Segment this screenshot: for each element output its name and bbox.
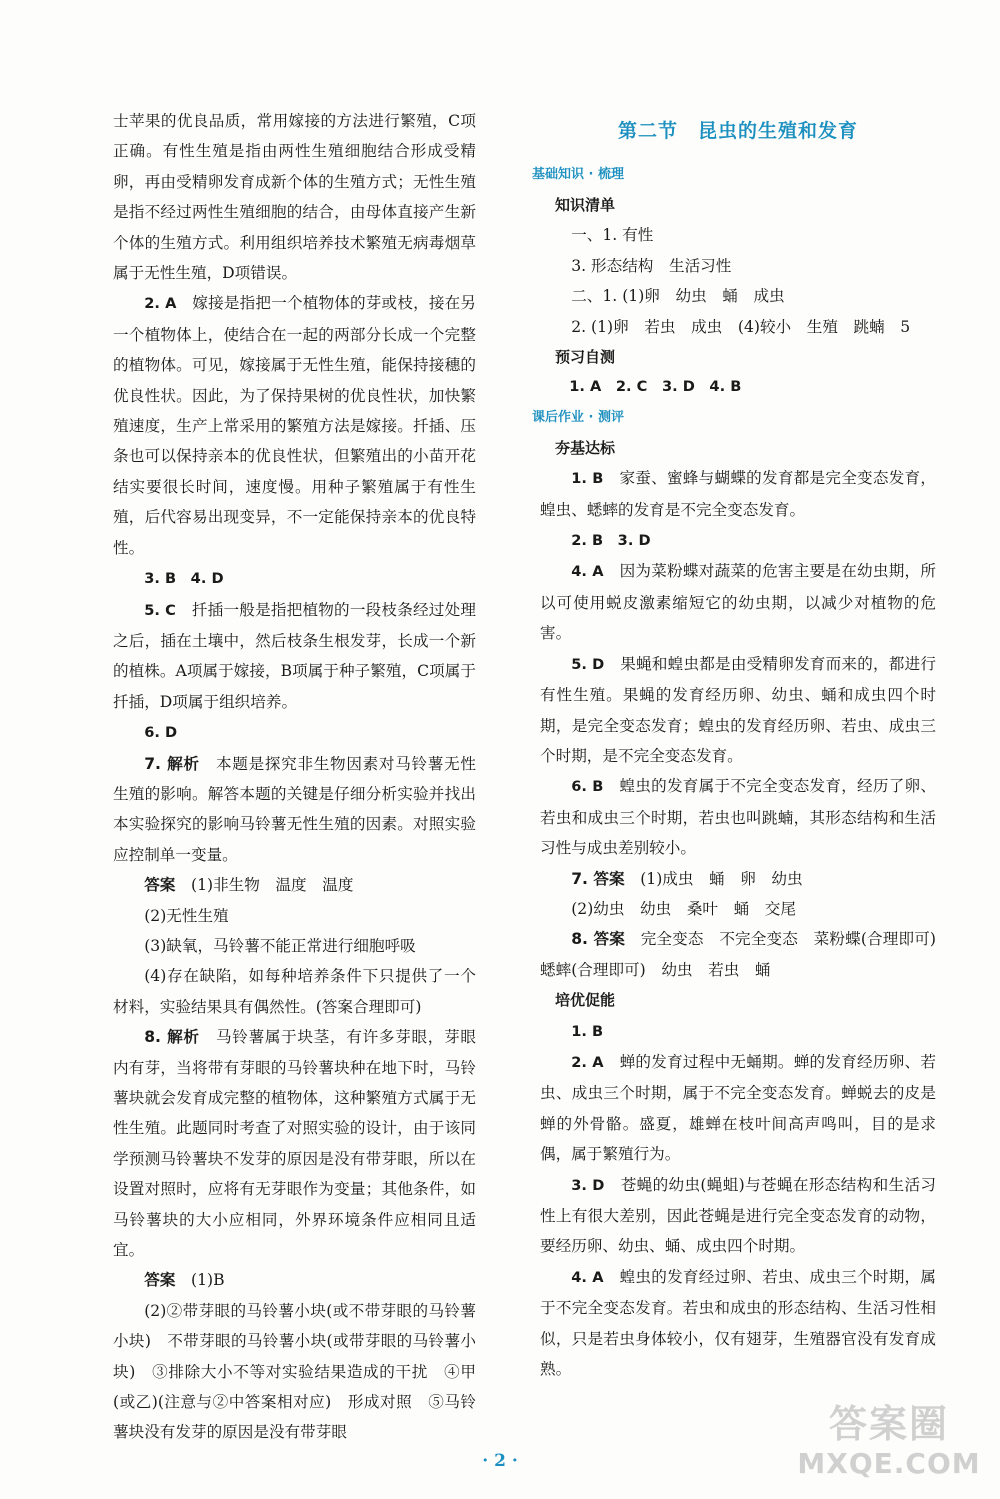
watermark-url: MXQE.COM: [797, 1447, 981, 1480]
answer-item: 2. A 嫁接是指把一个植物体的芽或枝，接在另一个植物体上，使结合在一起的两部分长成一个完整的植物体。可见，嫁接属于无性生殖，能保持接穗的优良性状。因此，为了保持果树的优良性状，加快繁殖速度，生产上常采用的繁殖方法是嫁接。扦插、压条也可以保持亲本的优良性状，但繁殖出的小苗开花结实要很长时间，速度慢。用种子繁殖属于有性生殖，后代容易出现变异，不一定能保持亲本的优良特性。: [113, 294, 476, 557]
list-item: 2. (1)卵 若虫 成虫 (4)较小 生殖 跳蝻 5: [571, 317, 911, 336]
answer-line: (4)存在缺陷，如每种培养条件下只提供了一个材料，实验结果具有偶然性。(答案合理即可): [113, 967, 476, 1016]
answer-item: 3. D 苍蝇的幼虫(蝇蛆)与苍蝇在形态结构和生活习性上有很大差别，因此苍蝇是进行完全变态发育的动物，要经历卵、幼虫、蛹、成虫四个时期。: [540, 1175, 936, 1256]
subheading-knowledge-list: 知识清单: [555, 196, 616, 214]
answer-line: (2)②带芽眼的马铃薯小块(或不带芽眼的马铃薯小块) 不带芽眼的马铃薯小块(或带芽眼的马铃薯小块) ③排除大小不等对实验结果造成的干扰 ④甲(或乙)(注意与②中答案相对应) 形成对照 ⑤马铃薯块没有发芽的原因是没有带芽眼: [113, 1301, 476, 1442]
answer-item: 1. B 家蚕、蜜蜂与蝴蝶的发育都是完全变态发育，蝗虫、蟋蟀的发育是不完全变态发育。: [540, 469, 936, 519]
left-column: [113, 106, 476, 1448]
answer-item: 7. 解析 本题是探究非生物因素对马铃薯无性生殖的影响。解答本题的关键是仔细分析实验并找出本实验探究的影响马铃薯无性生殖的因素。对照实验应控制单一变量。: [113, 754, 476, 864]
answer-item: 5. D 果蝇和蝗虫都是由受精卵发育而来的，都进行有性生殖。果蝇的发育经历卵、幼虫、蛹和成虫四个时期，是完全变态发育；蝗虫的发育经历卵、若虫、成虫三个时期，是不完全变态发育。: [540, 654, 936, 765]
right-column: [532, 106, 952, 1384]
answer-label: 答案 (1)非生物 温度 温度: [144, 876, 354, 895]
answer-item: 4. A 蝗虫的发育经过卵、若虫、成虫三个时期，属于不完全变态发育。若虫和成虫的形态结构、生活习性相似，只是若虫身体较小，仅有翅芽，生殖器官没有发育成熟。: [540, 1267, 936, 1379]
answer-item: 3. B 4. D: [144, 570, 224, 588]
section-tag-homework: 课后作业 · 测评: [532, 409, 624, 425]
answer-item: 7. 答案 (1)成虫 蛹 卵 幼虫: [571, 869, 803, 888]
subheading-advanced: 培优促能: [555, 991, 616, 1010]
answer-line: (2)无性生殖: [144, 906, 229, 925]
list-item: 二、1. (1)卵 幼虫 蛹 成虫: [571, 287, 785, 306]
answer-line: (2)幼虫 幼虫 桑叶 蛹 交尾: [571, 899, 796, 918]
watermark-text: 答案圈: [828, 1402, 949, 1446]
watermark-logo: [794, 1401, 984, 1493]
section-tag-basics: 基础知识 · 梳理: [532, 167, 624, 182]
answer-item: 6. B 蝗虫的发育属于不完全变态发育，经历了卵、若虫和成虫三个时期，若虫也叫跳蝻，其形态结构和生活习性与成虫差别较小。: [540, 777, 936, 858]
page-number: · 2 ·: [482, 1451, 518, 1471]
subheading-foundation: 夯基达标: [555, 438, 616, 457]
answer-item: 5. C 扦插一般是指把植物的一段枝条经过处理之后，插在土壤中，然后枝条生根发芽，长成一个新的植株。A项属于嫁接，B项属于种子繁殖，C项属于扦插，D项属于组织培养。: [113, 600, 476, 711]
answer-item: 1. B: [571, 1022, 604, 1040]
list-item: 3. 形态结构 生活习性: [571, 256, 732, 275]
answer-item: 2. B 3. D: [571, 532, 651, 550]
answer-item: 6. D: [144, 724, 178, 742]
answer-line: (3)缺氧，马铃薯不能正常进行细胞呼吸: [144, 936, 416, 955]
list-item: 1. A 2. C 3. D 4. B: [569, 378, 742, 396]
answer-item: 2. A 蝉的发育过程中无蛹期。蝉的发育经历卵、若虫、成虫三个时期，属于不完全变态发育。蝉蜕去的皮是蝉的外骨骼。盛夏，雄蝉在枝叶间高声鸣叫，目的是求偶，属于繁殖行为。: [540, 1052, 936, 1164]
answer-item: 4. A 因为菜粉蝶对蔬菜的危害主要是在幼虫期，所以可使用蜕皮激素缩短它的幼虫期，以减少对植物的危害。: [540, 562, 936, 643]
answer-item: 8. 答案 完全变态 不完全变态 菜粉蝶(合理即可) 蟋蟀(合理即可) 幼虫 若虫 蛹: [540, 930, 952, 979]
answer-label: 答案 (1)B: [144, 1271, 225, 1290]
paragraph: 士苹果的优良品质，常用嫁接的方法进行繁殖，C项正确。有性生殖是指由两性生殖细胞结合形成受精卵，再由受精卵发育成新个体的生殖方式；无性生殖是指不经过两性生殖细胞的结合，由母体直接产生新个体的生殖方式。利用组织培养技术繁殖无病毒烟草属于无性生殖，D项错误。: [113, 112, 476, 283]
answer-item: 8. 解析 马铃薯属于块茎，有许多芽眼，芽眼内有芽，当将带有芽眼的马铃薯块种在地下时，马铃薯块就会发育成完整的植物体，这种繁殖方式属于无性生殖。此题同时考查了对照实验的设计，由于该同学预测马铃薯块不发芽的原因是没有带芽眼，所以在设置对照时，应将有无芽眼作为变量；其他条件，如马铃薯块的大小应相同，外界环境条件应相同且适宜。: [113, 1028, 476, 1260]
subheading-preview-test: 预习自测: [555, 348, 616, 367]
section-title: 第二节 昆虫的生殖和发育: [617, 120, 858, 142]
list-item: 一、1. 有性: [571, 226, 654, 245]
